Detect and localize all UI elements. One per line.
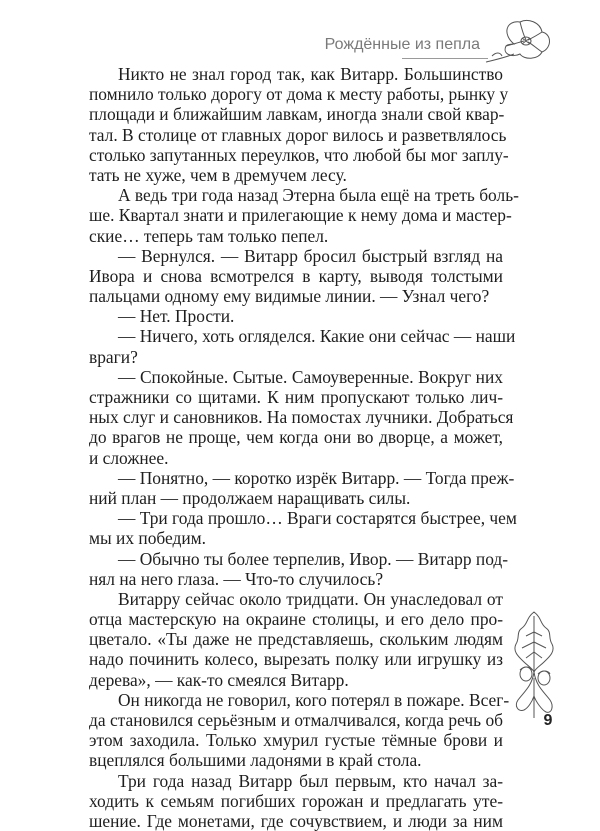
text-line: Ивора и снова всмотрелся в карту, выводя толстыми	[89, 265, 503, 286]
page-number: 9	[543, 712, 553, 729]
text-line: нял на него глаза. — Что-то случилось?	[89, 568, 384, 589]
text-line: да становился серьёзным и отмалчивался, когда речь об	[89, 710, 503, 730]
text-line: Витарру сейчас около тридцати. Он унаследовал от	[118, 588, 503, 609]
text-line: этом заходила. Только хмурил густые тёмные брови и	[89, 730, 503, 751]
text-line: площади и ближайшим лавкам, иногда знали свой квар-	[89, 104, 505, 125]
text-line: — Обычно ты более терпелив, Ивор. — Витарр под-	[118, 548, 509, 569]
text-line: ходить к семьям погибших горожан и предлагать уте-	[89, 790, 503, 811]
text-line: дерева», — как-то смеялся Витарр.	[89, 669, 349, 690]
text-line: пальцами одному ему видимые линии. — Узнал чего?	[89, 286, 490, 307]
text-line: вцеплялся большими ладонями в край стола.	[89, 750, 422, 771]
text-line: тать не хуже, чем в дремучем лесу.	[89, 164, 347, 185]
text-line: цветало. «Ты даже не представляешь, скольким людям	[89, 629, 503, 650]
text-line: — Нет. Прости.	[118, 306, 235, 327]
body-text	[89, 64, 519, 831]
text-line: тал. В столице от главных дорог вилось и разветвлялось	[89, 124, 507, 145]
text-line: Никто не знал город так, как Витарр. Большинство	[118, 64, 503, 84]
text-line: — Спокойные. Сытые. Самоуверенные. Вокруг них	[118, 366, 503, 387]
text-line: — Три года прошло… Враги состарятся быстрее, чем	[118, 508, 517, 529]
oak-leaves-acorns-icon	[506, 608, 562, 720]
text-line: помнило только дорогу от дома к месту работы, рынку у	[89, 84, 509, 105]
text-line: мы их победим.	[89, 528, 207, 549]
text-line: ские… теперь там только пепел.	[89, 225, 329, 246]
text-line: — Вернулся. — Витарр бросил быстрый взгляд на	[118, 245, 503, 266]
text-line: ше. Квартал знати и прилегающие к нему дома и мастер-	[89, 205, 512, 226]
text-line: стражники со щитами. К ним пропускают только лич-	[89, 387, 503, 407]
text-line: столько запутанных переулков, что любой бы мог заплу-	[89, 144, 509, 165]
text-line: ных слуг и сановников. На помостах лучники. Добраться	[89, 407, 514, 428]
text-line: до врагов не проще, чем когда они во дворце, а может,	[89, 427, 503, 448]
poppy-flower-icon	[484, 16, 556, 66]
text-line: А ведь три года назад Этерна была ещё на треть боль-	[118, 185, 519, 206]
text-line: враги?	[89, 346, 138, 367]
header-rule	[402, 58, 488, 59]
text-line: — Ничего, хоть огляделся. Какие они сейчас — наши	[118, 326, 516, 347]
text-line: шение. Где монетами, где сочувствием, и люди за ним	[89, 810, 503, 831]
text-line: ний план — продолжаем наращивать силы.	[89, 487, 411, 508]
text-line: Он никогда не говорил, кого потерял в пожаре. Всег-	[118, 689, 510, 710]
text-line: надо починить колесо, вырезать полку или игрушку из	[89, 649, 503, 670]
text-line: отца мастерскую на окраине столицы, и его дело про-	[89, 609, 503, 630]
text-line: Три года назад Витарр был первым, кто начал за-	[118, 770, 503, 791]
running-header: Рождённые из пепла	[324, 36, 480, 53]
text-line: — Понятно, — коротко изрёк Витарр. — Тогда преж-	[118, 467, 515, 488]
text-line: и сложнее.	[89, 447, 169, 468]
